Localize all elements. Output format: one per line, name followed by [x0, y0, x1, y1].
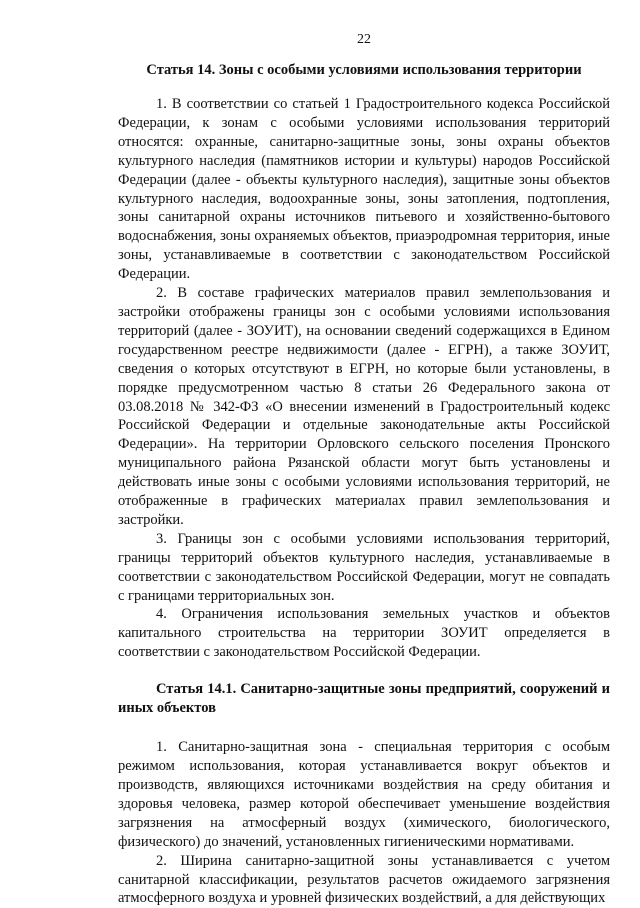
page-number: 22 [357, 32, 371, 47]
article-14-1-title: Статья 14.1. Санитарно-защитные зоны предприятий, сооружений и иных объектов [118, 681, 610, 717]
article-14-1-paragraph-2: 2. Ширина санитарно-защитной зоны устанавливается с учетом санитарной классификации, результатов расчетов ожидаемого загрязнения атмосферного воздуха и уровней физических воздействий, а для действующих [118, 852, 610, 907]
article-14-paragraph-1: 1. В соответствии со статьей 1 Градостроительного кодекса Российской Федерации, к зонам с особыми условиями использования территорий относятся: охранные, санитарно-защитные зоны, зоны охраны объектов культурного наследия (памятников истории и культуры) народов Российской Федерации (далее - объекты культурного наследия), защитные зоны объектов культурного наследия, водоохранные зоны, зоны затопления, подтопления, зоны санитарной охраны источников питьевого и хозяйственно-бытового водоснабжения, зоны охраняемых объектов, приаэродромная территория, иные зоны, устанавливаемые в соответствии с законодательством Российской Федерации. [118, 96, 610, 283]
article-14-title: Статья 14. Зоны с особыми условиями использования территории [146, 62, 582, 78]
article-14-paragraph-4: 4. Ограничения использования земельных участков и объектов капитального строительства на территории ЗОУИТ определяется в соответствии с законодательством Российской Федерации. [118, 606, 610, 661]
article-14-paragraph-3: 3. Границы зон с особыми условиями использования территорий, границы территорий объектов культурного наследия, устанавливаемые в соответствии с законодательством Российской Федерации, могут не совпадать с границами территориальных зон. [118, 530, 610, 604]
document-page [118, 0, 610, 908]
article-14-paragraph-2: 2. В составе графических материалов правил землепользования и застройки отображены границы зон с особыми условиями использования территорий (далее - ЗОУИТ), на основании сведений содержащихся в Едином государственном реестре недвижимости (далее - ЕГРН), а также ЗОУИТ, сведения о которых отсутствуют в ЕГРН, но которые были установлены, в порядке предусмотренном частью 8 статьи 26 Федерального закона от 03.08.2018 № 342-ФЗ «О внесении изменений в Градостроительный кодекс Российской Федерации и отдельные законодательные акты Российской Федерации». На территории Орловского сельского поселения Пронского муниципального района Рязанской области могут быть установлены и действовать иные зоны с особыми условиями использования территорий, не отображенные в графических материалах правил землепользования и застройки. [118, 285, 610, 528]
article-14-1-paragraph-1: 1. Санитарно-защитная зона - специальная территория с особым режимом использования, которая устанавливается вокруг объектов и производств, являющихся источниками воздействия на среду обитания и здоровья человека, размер которой обеспечивает уменьшение воздействия загрязнения на атмосферный воздух (химического, биологического, физического) до значений, установленных гигиеническими нормативами. [118, 739, 610, 850]
